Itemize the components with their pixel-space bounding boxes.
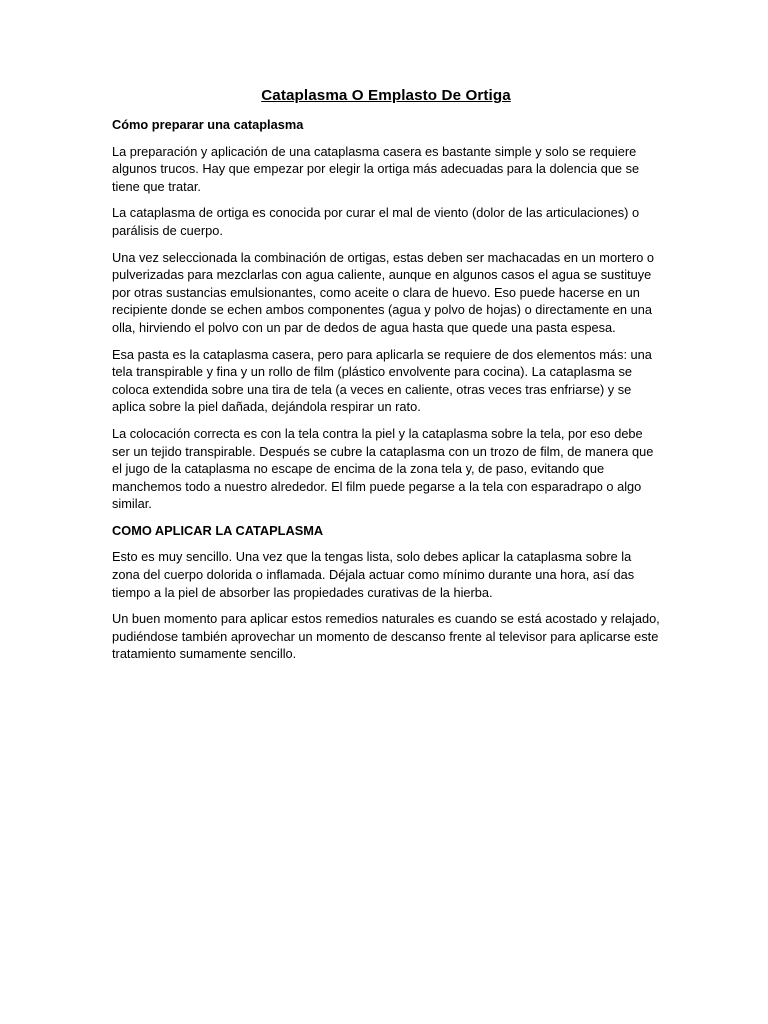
paragraph: La cataplasma de ortiga es conocida por curar el mal de viento (dolor de las articulaciones) o parálisis de cuerpo. — [112, 205, 640, 238]
paragraph: Una vez seleccionada la combinación de ortigas, estas deben ser machacadas en un mortero o pulverizadas para mezclarlas con agua caliente, aunque en algunos casos el agua se sustituye por otras sustancias emulsionantes, como aceite o clara de huevo. Eso puede hacerse en un recipiente donde se echen ambos componentes (agua y polvo de hojas) o directamente en una olla, hirviendo el polvo con un par de dedos de agua hasta que quede una pasta espesa. — [112, 249, 655, 335]
document-title: Cataplasma O Emplasto De Ortiga — [261, 87, 511, 104]
paragraph: Un buen momento para aplicar estos remedios naturales es cuando se está acostado y relajado, pudiéndose también aprovechar un momento de descanso frente al televisor para aplicarse este tratamiento sumamente sencillo. — [112, 611, 660, 662]
paragraph: La preparación y aplicación de una cataplasma casera es bastante simple y solo se requiere algunos trucos. Hay que empezar por elegir la ortiga más adecuadas para la dolencia que se tiene que tratar. — [112, 143, 640, 194]
paragraph: La colocación correcta es con la tela contra la piel y la cataplasma sobre la tela, por eso debe ser un tejido transpirable. Después se cubre la cataplasma con un trozo de film, de manera que el jugo de la cataplasma no escape de encima de la zona tela y, de paso, evitando que manchemos todo a nuestro alrededor. El film puede pegarse a la tela con esparadrapo o algo similar. — [112, 425, 654, 512]
paragraph: Esa pasta es la cataplasma casera, pero para aplicarla se requiere de dos elementos más: una tela transpirable y fina y un rollo de film (plástico envolvente para cocina). La cataplasma se coloca extendida sobre una tira de tela (a veces en caliente, otras veces tras enfriarse) y se aplica sobre la piel dañada, dejándola respirar un rato. — [112, 346, 652, 415]
document-page — [112, 86, 660, 672]
section-heading-application: COMO APLICAR LA CATAPLASMA — [112, 522, 324, 538]
section-heading-preparation: Cómo preparar una cataplasma — [112, 117, 304, 132]
paragraph: Esto es muy sencillo. Una vez que la tengas lista, solo debes aplicar la cataplasma sobre la zona del cuerpo dolorida o inflamada. Déjala actuar como mínimo durante una hora, así das tiempo a la piel de absorber las propiedades curativas de la hierba. — [112, 549, 635, 600]
